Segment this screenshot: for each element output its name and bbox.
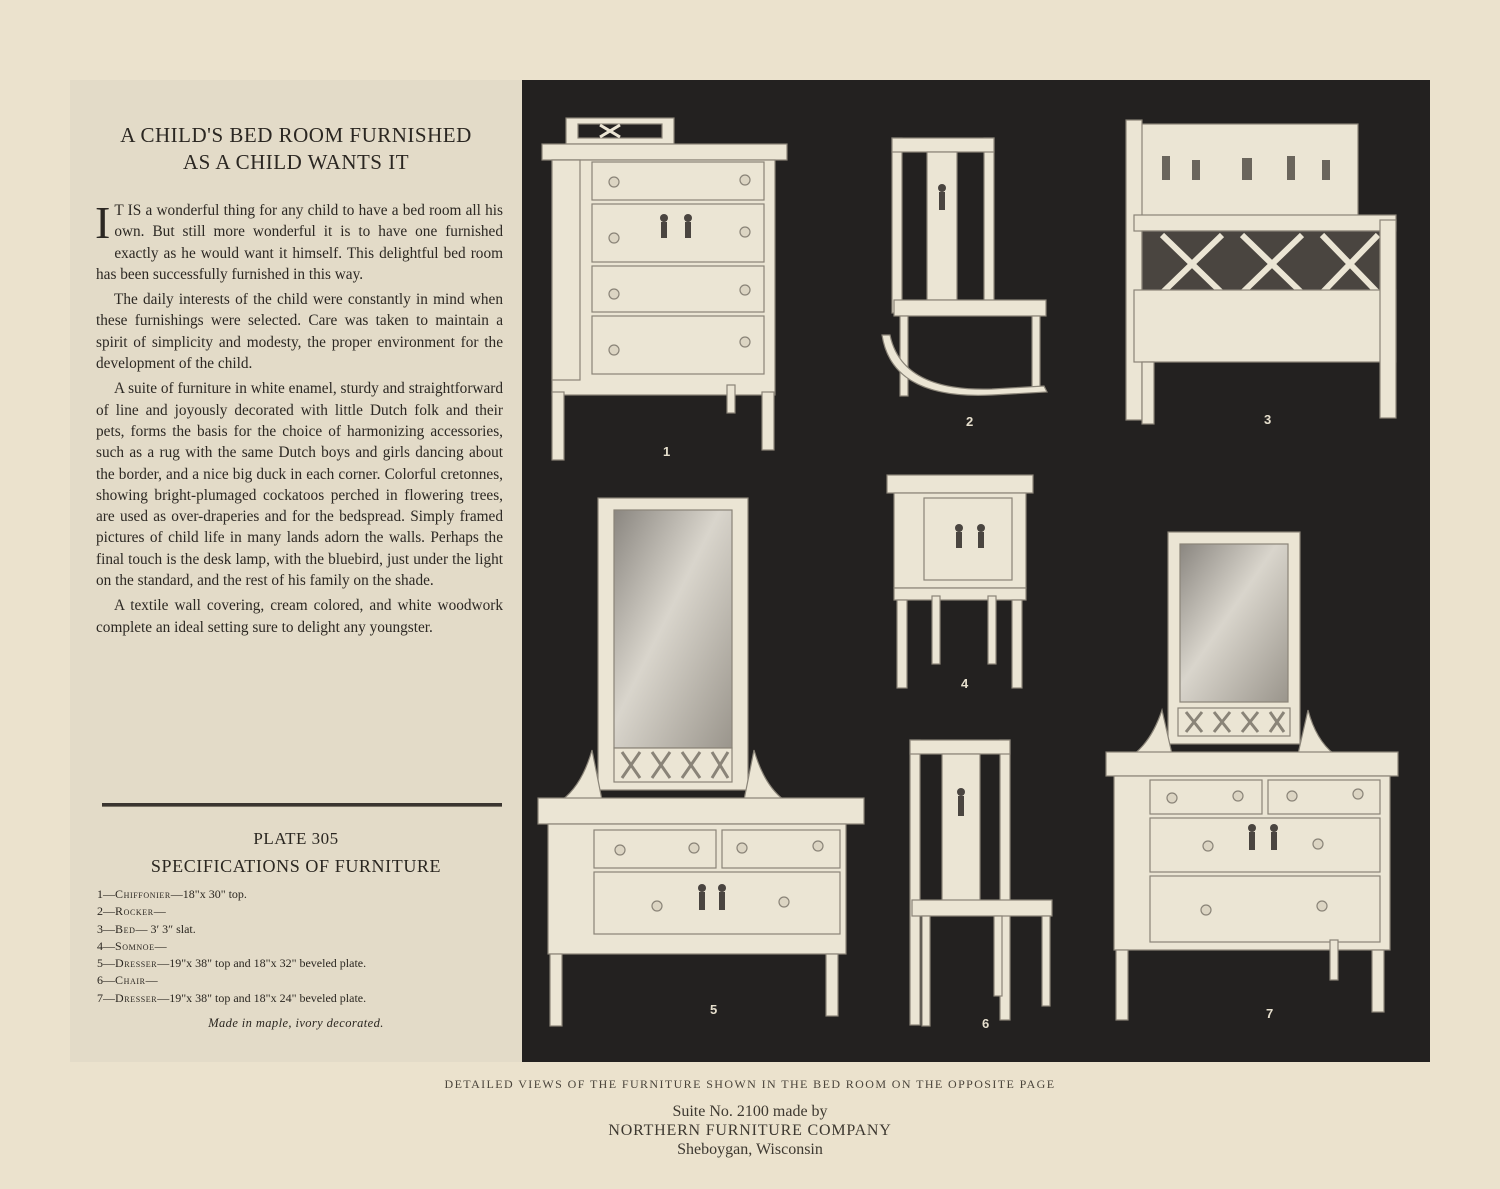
photo-label-7: 7 <box>1266 1006 1274 1021</box>
section-divider <box>102 803 502 807</box>
maker-credit <box>0 1102 1500 1159</box>
photo-label-4: 4 <box>961 676 969 691</box>
photo-label-5: 5 <box>710 1002 718 1017</box>
photo-label-1: 1 <box>663 444 671 459</box>
furniture-photograph <box>522 80 1430 1062</box>
photo-caption: DETAILED VIEWS OF THE FURNITURE SHOWN IN THE BED ROOM ON THE OPPOSITE PAGE <box>444 1077 1056 1091</box>
chiffonier-illustration <box>542 118 787 460</box>
paragraph-1 <box>95 197 503 285</box>
paragraph-3: A suite of furniture in white enamel, sturdy and straightforward of line and joyously decorated with little Dutch folk and their pets, forms the basis for the choice of harmonizing accessories, such as a rug with the same Dutch boys and girls dancing about the border, and a nice big duck in each corner. Colorful cretonnes, showing bright-plumaged cockatoos perched in flowering trees, are used as over-draperies and for the bedspread. Simply framed pictures of child life in many lands adorn the walls. Perhaps the final touch is the desk lamp, with the bluebird, just under the light on the standard, and the rest of his family on the shade. <box>96 380 503 590</box>
article-title <box>70 122 522 176</box>
credit-company: NORTHERN FURNITURE COMPANY <box>608 1122 892 1139</box>
rocker-illustration <box>882 138 1047 396</box>
chair-illustration <box>910 740 1052 1026</box>
spec-item: 3—Bed— 3′ 3″ slat. <box>97 921 196 936</box>
bed-illustration <box>1126 120 1396 424</box>
furniture-illustration <box>522 80 1430 1062</box>
article-body <box>95 197 503 642</box>
drop-cap: I <box>95 197 111 248</box>
spec-item: 1—Chiffonier—18"x 30" top. <box>97 887 247 901</box>
credit-suite: Suite No. 2100 made by <box>672 1103 828 1120</box>
article-panel <box>70 80 522 1062</box>
paragraph-4: A textile wall covering, cream colored, and white woodwork complete an ideal setting sure to delight any youngster. <box>96 597 503 636</box>
title-line-2: AS A CHILD WANTS IT <box>182 150 410 174</box>
specifications-list <box>97 886 517 1007</box>
photo-label-2: 2 <box>966 414 974 429</box>
somnoe-illustration <box>887 475 1033 688</box>
specifications-title: SPECIFICATIONS OF FURNITURE <box>150 856 442 876</box>
spec-item: 7—Dresser—19"x 38" top and 18"x 24" beveled plate. <box>97 990 367 1005</box>
title-line-1: A CHILD'S BED ROOM FURNISHED <box>120 123 472 147</box>
spec-item: 6—Chair— <box>97 973 158 988</box>
photo-label-6: 6 <box>982 1016 990 1031</box>
photo-label-3: 3 <box>1264 412 1272 427</box>
credit-location: Sheboygan, Wisconsin <box>677 1141 823 1158</box>
spec-item: 2—Rocker— <box>97 904 166 919</box>
plate-number: PLATE 305 <box>253 829 339 848</box>
spec-item: 4—Somnoe— <box>97 938 167 953</box>
paragraph-2: The daily interests of the child were constantly in mind when these furnishings were selected. Care was taken to maintain a spirit of simplicity and modesty, the proper environment for the development of the child. <box>96 291 503 373</box>
specifications-note: Made in maple, ivory decorated. <box>208 1016 384 1030</box>
dresser-small-mirror-illustration <box>1106 532 1398 1020</box>
dresser-mirror-illustration <box>538 498 864 1026</box>
spec-item: 5—Dresser—19"x 38" top and 18"x 32" beveled plate. <box>97 956 367 971</box>
paragraph-1-text: T IS a wonderful thing for any child to have a bed room all his own. But still more wonderful it is to have one furnished exactly as he would want it himself. This delightful bed room has been successfully furnished in this way. <box>96 202 503 283</box>
